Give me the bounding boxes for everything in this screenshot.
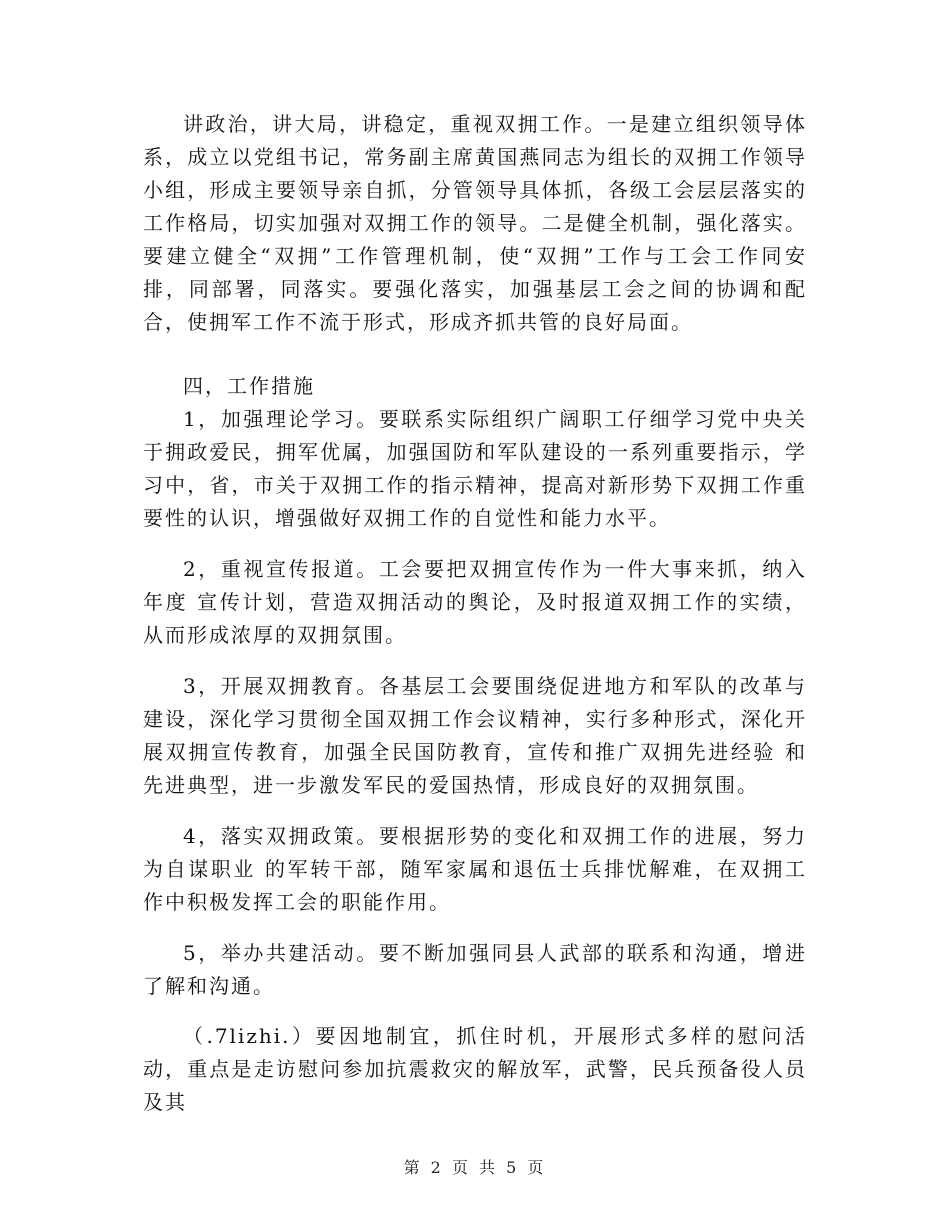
paragraph-measure-3: 3，开展双拥教育。各基层工会要围绕促进地方和军队的改革与建设，深化学习贯彻全国双拥工作会议精神，实行多种形式，深化开展双拥宣传教育，加强全民国防教育，宣传和推广双拥先进经验 和先进典型，进一步激发军民的爱国热情，形成良好的双拥氛围。 — [143, 674, 807, 797]
section-heading-work-measures: 四，工作措施 — [183, 374, 315, 398]
paragraph-continuation: （.7lizhi.）要因地制宜，抓住时机，开展形式多样的慰问活动，重点是走访慰问参加抗震救灾的解放军，武警，民兵预备役人员及其 — [143, 1024, 807, 1114]
paragraph-measure-1: 1，加强理论学习。要联系实际组织广阔职工仔细学习党中央关于拥政爱民，拥军优属，加强国防和军队建设的一系列重要指示，学习中，省，市关于双拥工作的指示精神，提高对新形势下双拥工作重要性的认识，增强做好双拥工作的自觉性和能力水平。 — [143, 407, 807, 530]
paragraph-measure-4: 4，落实双拥政策。要根据形势的变化和双拥工作的进展，努力为自谋职业 的军转干部，随军家属和退伍士兵排忧解难，在双拥工作中积极发挥工会的职能作用。 — [143, 824, 807, 914]
page-number-footer: 第 2 页 共 5 页 — [403, 1158, 547, 1177]
paragraph-measure-2: 2，重视宣传报道。工会要把双拥宣传作为一件大事来抓，纳入年度 宣传计划，营造双拥活动的舆论，及时报道双拥工作的实绩，从而形成浓厚的双拥氛围。 — [143, 557, 807, 647]
paragraph-measure-5: 5，举办共建活动。要不断加强同县人武部的联系和沟通，增进了解和沟通。 — [143, 941, 807, 998]
paragraph-intro: 讲政治，讲大局，讲稳定，重视双拥工作。一是建立组织领导体系，成立以党组书记，常务副主席黄国燕同志为组长的双拥工作领导小组，形成主要领导亲自抓，分管领导具体抓，各级工会层层落实的工作格局，切实加强对双拥工作的领导。二是健全机制，强化落实。要建立健全“双拥”工作管理机制，使“双拥”工作与工会工作同安排，同部署，同落实。要强化落实，加强基层工会之间的协调和配合，使拥军工作不流于形式，形成齐抓共管的良好局面。 — [143, 112, 807, 334]
